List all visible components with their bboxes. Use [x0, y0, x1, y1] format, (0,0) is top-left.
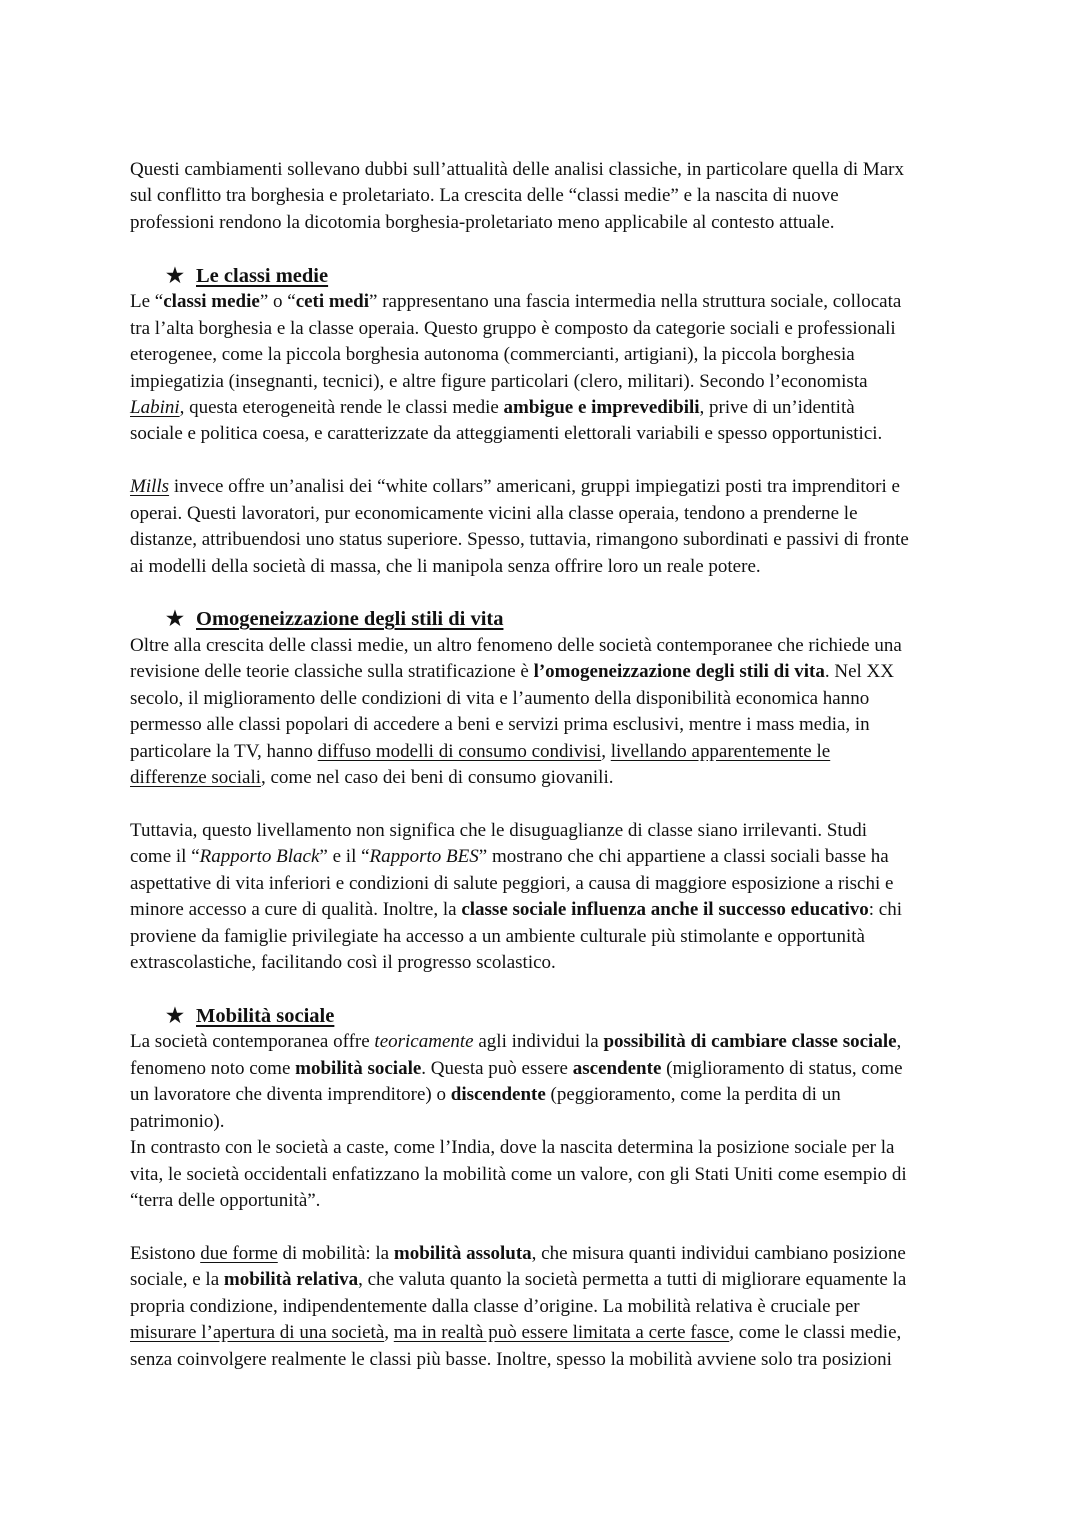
text-segment: aspettative di vita inferiori e condizioni di salute peggiori, a causa di maggiore esposizione a rischi e [130, 872, 894, 894]
text-line [130, 1109, 960, 1135]
text-segment: , che valuta quanto la società permetta a tutti di migliorare equamente la [358, 1269, 907, 1291]
text-segment: impiegatizia (insegnanti, tecnici), e altre figure particolari (clero, militari). Secondo l’economista [130, 370, 868, 392]
text-line [130, 395, 960, 421]
text-segment: particolare la TV, hanno [130, 740, 318, 762]
text-segment: , come le classi medie, [729, 1322, 902, 1344]
text-segment: . Questa può essere [421, 1057, 573, 1079]
bold-text: ascendente [572, 1057, 662, 1079]
text-line [130, 210, 960, 236]
paragraph [130, 1029, 960, 1214]
text-segment: sociale, e la [130, 1269, 224, 1291]
text-segment: , prive di un’identità [699, 396, 855, 418]
text-segment: : chi [868, 899, 902, 921]
section-heading-text: Mobilità sociale [196, 1005, 335, 1027]
text-segment: Oltre alla crescita delle classi medie, un altro fenomeno delle società contemporanee che richiede una [130, 634, 902, 656]
text-segment: come il “ [130, 846, 200, 868]
underlined-text: ma in realtà può essere limitata a certe fasce [393, 1322, 730, 1344]
text-line [130, 924, 960, 950]
text-segment: operai. Questi lavoratori, pur economicamente vicini alla classe operaia, tendono a prenderne le [130, 502, 858, 524]
underlined-text: misurare l’apertura di una società [130, 1322, 385, 1344]
bold-text: l’omogeneizzazione degli stili di vita [533, 661, 825, 683]
text-line [130, 686, 960, 712]
underlined-text: due forme [200, 1242, 278, 1264]
text-line [130, 1135, 960, 1161]
blank-line [130, 1215, 960, 1241]
underlined-text: livellando apparentemente le [610, 740, 831, 762]
text-segment: , questa eterogeneità rende le classi medie [179, 396, 504, 418]
document-page [130, 157, 960, 1373]
text-line [130, 633, 960, 659]
text-segment: sociale e politica coesa, e caratterizzate da atteggiamenti elettorali variabili e spesso opportunistici. [130, 423, 883, 445]
text-segment: ” mostrano che chi appartiene a classi sociali basse ha [478, 846, 889, 868]
text-segment: Tuttavia, questo livellamento non significa che le disuguaglianze di classe siano irrilevanti. Studi [130, 819, 867, 841]
text-segment: , come nel caso dei beni di consumo giovanili. [261, 767, 614, 789]
text-line [130, 739, 960, 765]
text-line [130, 1320, 960, 1346]
text-segment: ” o “ [259, 291, 296, 313]
star-icon: ★ [166, 264, 184, 287]
text-line [130, 289, 960, 315]
star-icon: ★ [166, 1005, 184, 1027]
bold-text: ceti medi [295, 291, 370, 313]
text-segment: fenomeno noto come [130, 1057, 296, 1079]
text-line [130, 369, 960, 395]
text-line [130, 818, 960, 844]
text-line [130, 1294, 960, 1320]
text-segment: professioni rendono la dicotomia borghesia-proletariato meno applicabile al contesto attuale. [130, 211, 835, 233]
text-line [130, 1347, 960, 1373]
text-line [130, 421, 960, 447]
text-segment: Esistono [130, 1242, 201, 1264]
blank-line [130, 236, 960, 262]
blank-line [130, 580, 960, 606]
text-segment: , [384, 1322, 394, 1344]
blank-line [130, 448, 960, 474]
bold-text: mobilità sociale [295, 1057, 422, 1079]
text-segment: . Nel XX [824, 661, 895, 683]
italic-text: Rapporto BES [369, 846, 479, 868]
text-line [130, 844, 960, 870]
text-segment: ” e il “ [319, 846, 370, 868]
text-segment: ai modelli della società di massa, che li manipola senza offrire loro un reale potere. [130, 555, 761, 577]
bold-text: mobilità assoluta [393, 1242, 532, 1264]
bold-text: ambigue e imprevedibili [503, 396, 700, 418]
paragraph [130, 1241, 960, 1373]
section-heading [130, 263, 960, 289]
section-heading [130, 1003, 960, 1029]
text-segment: , che misura quanti individui cambiano posizione [531, 1242, 906, 1264]
italic-text: Mills [130, 476, 170, 498]
bold-text: classe sociale influenza anche il successo educativo [461, 899, 869, 921]
text-segment: Le “ [130, 291, 164, 313]
text-segment: distanze, attribuendosi uno status superiore. Spesso, tuttavia, rimangono subordinati e passivi di fronte [130, 529, 909, 551]
text-line [130, 897, 960, 923]
text-line [130, 157, 960, 183]
underlined-text: diffuso modelli di consumo condivisi [317, 740, 602, 762]
text-line [130, 950, 960, 976]
text-segment: ” rappresentano una fascia intermedia nella struttura sociale, collocata [369, 291, 902, 313]
bold-text: classi medie [163, 291, 260, 313]
text-line [130, 474, 960, 500]
paragraph [130, 818, 960, 977]
text-line [130, 765, 960, 791]
text-segment: In contrasto con le società a caste, come l’India, dove la nascita determina la posizione sociale per la [130, 1137, 895, 1159]
text-line [130, 1241, 960, 1267]
paragraph [130, 157, 960, 236]
text-line [130, 1082, 960, 1108]
text-line [130, 183, 960, 209]
text-segment: tra l’alta borghesia e la classe operaia. Questo gruppo è composto da categorie sociali e professionali [130, 317, 896, 339]
text-line [130, 554, 960, 580]
paragraph [130, 633, 960, 792]
italic-text: Labini [130, 396, 180, 418]
section-heading [130, 606, 960, 632]
text-segment: , [601, 740, 611, 762]
section-heading-text: Omogeneizzazione degli stili di vita [196, 608, 504, 631]
star-icon: ★ [166, 608, 184, 631]
underlined-text: differenze sociali [130, 767, 261, 789]
italic-text: teoricamente [374, 1031, 474, 1053]
text-line [130, 712, 960, 738]
text-segment: di mobilità: la [277, 1242, 394, 1264]
bold-text: possibilità di cambiare classe sociale [603, 1031, 897, 1053]
text-line [130, 527, 960, 553]
text-line [130, 501, 960, 527]
text-segment: eterogenee, come la piccola borghesia autonoma (commercianti, artigiani), la piccola borghesia [130, 344, 855, 366]
text-line [130, 1162, 960, 1188]
text-segment: Questi cambiamenti sollevano dubbi sull’attualità delle analisi classiche, in particolare quella di Marx [130, 159, 905, 180]
text-segment: revisione delle teorie classiche sulla stratificazione è [130, 661, 534, 683]
text-segment: , [896, 1031, 902, 1053]
paragraph [130, 289, 960, 448]
bold-text: discendente [450, 1084, 546, 1106]
text-segment: proviene da famiglie privilegiate ha accesso a un ambiente culturale più stimolante e opportunità [130, 925, 865, 947]
text-segment: secolo, il miglioramento delle condizioni di vita e l’aumento della disponibilità economica hanno [130, 687, 870, 709]
italic-text: Rapporto Black [199, 846, 320, 868]
text-segment: vita, le società occidentali enfatizzano la mobilità come un valore, con gli Stati Uniti come esempio di [130, 1163, 907, 1185]
text-segment: extrascolastiche, facilitando così il progresso scolastico. [130, 952, 556, 974]
text-segment: (miglioramento di status, come [661, 1057, 903, 1079]
text-segment: “terra delle opportunità”. [130, 1190, 321, 1212]
text-line [130, 871, 960, 897]
text-segment: sul conflitto tra borghesia e proletariato. La crescita delle “classi medie” e la nascita di nuove [130, 185, 839, 207]
text-line [130, 1188, 960, 1214]
text-line [130, 342, 960, 368]
text-segment: minore accesso a cure di qualità. Inoltre, la [130, 899, 462, 921]
text-segment: invece offre un’analisi dei “white collars” americani, gruppi impiegatizi posti tra imprenditori e [169, 476, 900, 498]
text-line [130, 1029, 960, 1055]
text-segment: un lavoratore che diventa imprenditore) o [130, 1084, 451, 1106]
text-segment: (peggioramento, come la perdita di un [545, 1084, 841, 1106]
text-line [130, 659, 960, 685]
text-segment: senza coinvolgere realmente le classi più basse. Inoltre, spesso la mobilità avviene solo tra posizioni [130, 1348, 892, 1370]
text-segment: patrimonio). [130, 1110, 225, 1132]
text-segment: permesso alle classi popolari di accedere a beni e servizi prima esclusivi, mentre i mass media, in [130, 714, 870, 736]
text-line [130, 1056, 960, 1082]
text-line [130, 316, 960, 342]
text-segment: La società contemporanea offre [130, 1031, 375, 1053]
section-heading-text: Le classi medie [196, 264, 329, 287]
text-segment: agli individui la [473, 1031, 604, 1053]
text-segment: propria condizione, indipendentemente dalla classe d’origine. La mobilità relativa è cruciale per [130, 1295, 860, 1317]
blank-line [130, 977, 960, 1003]
text-line [130, 1267, 960, 1293]
blank-line [130, 792, 960, 818]
paragraph [130, 474, 960, 580]
bold-text: mobilità relativa [223, 1269, 359, 1291]
